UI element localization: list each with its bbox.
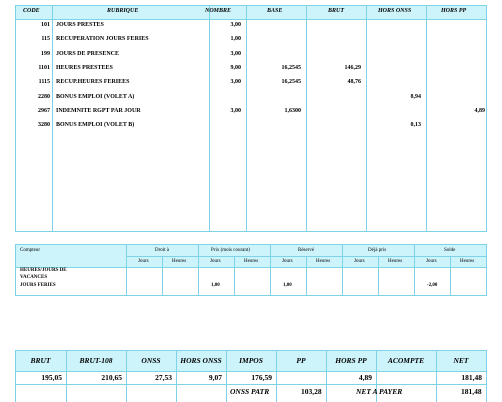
- header-rubrique: RUBRIQUE: [107, 8, 139, 14]
- totals-header: PP: [296, 356, 306, 365]
- counter-value: 1,00: [283, 283, 292, 288]
- header-code: CODE: [23, 8, 40, 14]
- row-label: RECUPERATION JOURS FERIES: [56, 36, 149, 43]
- rubrique-table-header: [15, 5, 487, 19]
- row-code: 115: [41, 36, 50, 43]
- counter-subheader: Jours: [426, 259, 437, 264]
- row-label: BONUS EMPLOI (VOLET A): [56, 93, 135, 100]
- totals-header: HORS ONSS: [180, 356, 222, 365]
- net-a-payer-value: 181,48: [461, 387, 482, 396]
- counter-subheader: Heures: [388, 259, 403, 264]
- header-nombre: NOMBRE: [205, 8, 232, 14]
- row-label: INDEMNITE RGPT PAR JOUR: [56, 107, 141, 114]
- row-brut: 146,29: [344, 64, 361, 71]
- row-label: HEURES PRESTEES: [56, 64, 113, 71]
- row-base: 1,6300: [284, 107, 301, 114]
- totals-value: 210,65: [101, 373, 122, 382]
- counter-subheader: Jours: [354, 259, 365, 264]
- row-nombre: 3,00: [230, 50, 241, 57]
- row-nombre: 1,00: [230, 36, 241, 43]
- row-code: 2280: [38, 93, 50, 100]
- rubrique-table: [15, 0, 502, 232]
- row-hors-onss: 0,13: [410, 122, 421, 129]
- row-label: RECUP.HEURES FERIEES: [56, 79, 130, 86]
- header-hors-onss: HORS ONSS: [378, 8, 412, 14]
- counter-subheader: Jours: [282, 259, 293, 264]
- row-code: 3280: [38, 122, 50, 129]
- totals-header: BRUT: [30, 356, 51, 365]
- totals-value: 181,48: [461, 373, 482, 382]
- totals-header: BRUT-108: [79, 356, 113, 365]
- vacances-label-line1: HEURES/JOURS DE: [20, 268, 67, 273]
- row-code: 1115: [38, 79, 50, 86]
- totals-header: HORS PP: [335, 356, 367, 365]
- totals-value: 4,89: [358, 373, 372, 382]
- row-nombre: 3,00: [230, 79, 241, 86]
- group-reserve: Réservé: [298, 248, 315, 253]
- counter-subheader: Heures: [244, 259, 259, 264]
- onss-patr-label: ONSS PATR: [230, 387, 270, 396]
- onss-patr-value: 103,28: [301, 387, 322, 396]
- group-solde: Solde: [444, 248, 456, 253]
- row-brut: 48,76: [347, 79, 361, 86]
- counter-table: [15, 244, 502, 296]
- totals-header: IMPOS: [239, 356, 263, 365]
- row-code: 101: [41, 22, 50, 28]
- header-base: BASE: [267, 8, 283, 14]
- totals-value: 176,59: [251, 373, 272, 382]
- group-deja-pris: Déjà pris: [368, 248, 387, 253]
- counter-value: -2,00: [427, 283, 438, 288]
- counter-subheader: Jours: [138, 259, 149, 264]
- jours-feries-label: JOURS FERIES: [20, 283, 56, 288]
- group-droit: Droit à: [155, 248, 170, 253]
- totals-value: 9,07: [208, 373, 222, 382]
- row-nombre: 3,00: [230, 22, 241, 28]
- row-hors-onss: 8,94: [410, 93, 421, 100]
- row-label: JOURS DE PRESENCE: [56, 50, 120, 57]
- totals-value: 195,05: [41, 373, 62, 382]
- counter-subheader: Jours: [210, 259, 221, 264]
- row-code: 1101: [38, 64, 50, 71]
- row-code: 2967: [38, 107, 50, 114]
- totals-header: ONSS: [141, 356, 161, 365]
- counter-subheader: Heures: [316, 259, 331, 264]
- header-hors-pp: HORS PP: [441, 8, 467, 14]
- header-brut: BRUT: [328, 8, 345, 14]
- net-a-payer-label: NET A PAYER: [356, 387, 403, 396]
- counter-subheader: Heures: [460, 259, 475, 264]
- row-code: 199: [41, 50, 50, 57]
- vacances-label-line2: VACANCES: [20, 275, 48, 280]
- row-label: JOURS PRESTES: [56, 22, 104, 28]
- row-label: BONUS EMPLOI (VOLET B): [56, 122, 135, 129]
- group-prix: Prix (mois courant): [211, 248, 250, 253]
- compteur-label: Compteur: [20, 248, 40, 253]
- row-nombre: 9,00: [230, 64, 241, 71]
- totals-header: ACOMPTE: [387, 356, 425, 365]
- counter-subheader: Heures: [172, 259, 187, 264]
- counter-value: 1,00: [211, 283, 220, 288]
- row-base: 16,2545: [281, 79, 301, 86]
- totals-table: [15, 350, 502, 402]
- row-hors-pp: 4,89: [474, 107, 485, 114]
- row-base: 16,2545: [281, 64, 301, 71]
- totals-header: NET: [453, 356, 469, 365]
- totals-value: 27,53: [155, 373, 172, 382]
- row-nombre: 3,00: [230, 107, 241, 114]
